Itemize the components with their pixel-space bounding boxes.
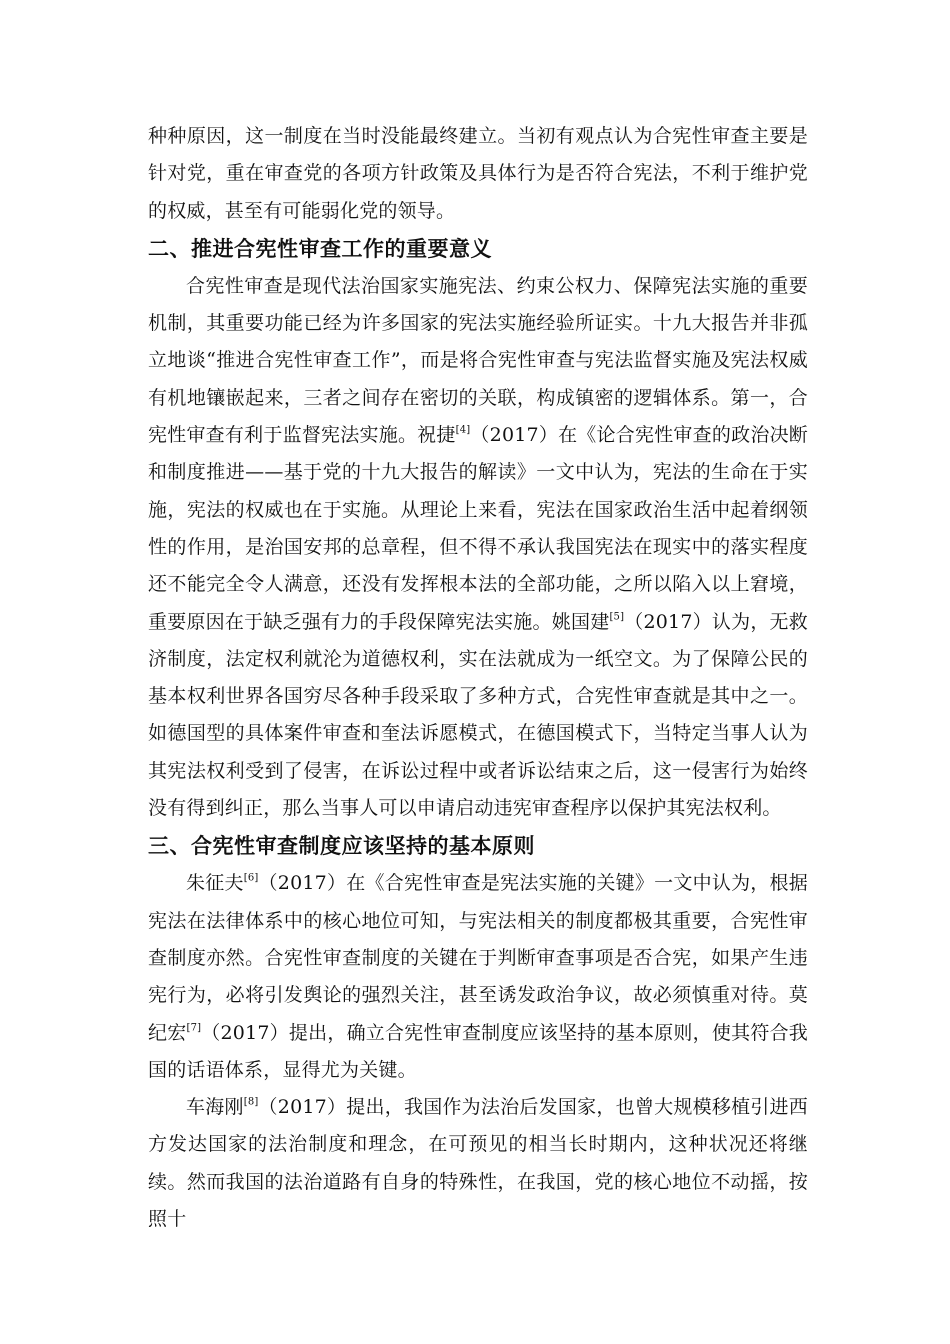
- section-3-p1-text-b: （2017）在《合宪性审查是宪法实施的关键》一文中认为，根据宪法在法律体系中的核心地位可知，与宪法相关的制度都极其重要，合宪性审查制度亦然。合宪性审查制度的关键在于判断审查事项是否合宪，如果产生违宪行为，必将引发舆论的强烈关注，甚至诱发政治争议，故必须慎重对待。莫纪宏: [148, 872, 808, 1044]
- section-3-paragraph-1: [148, 865, 808, 1089]
- section-3-p2-text-b: （2017）提出，我国作为法治后发国家，也曾大规模移植引进西方发达国家的法治制度和理念，在可预见的相当长时期内，这种状况还将继续。然而我国的法治道路有自身的特殊性，在我国，党的核心地位不动摇，按照十: [148, 1096, 808, 1231]
- citation-8[interactable]: [8]: [243, 1096, 259, 1108]
- citation-7[interactable]: [7]: [186, 1022, 202, 1034]
- citation-6[interactable]: [6]: [243, 872, 259, 884]
- section-3-heading: 三、合宪性审查制度应该坚持的基本原则: [148, 834, 535, 859]
- section-3-paragraph-2: [148, 1089, 808, 1238]
- section-3-p2-text-a: 车海刚: [186, 1096, 244, 1119]
- section-2-text-a: 合宪性审查是现代法治国家实施宪法、约束公权力、保障宪法实施的重要机制，其重要功能已经为许多国家的宪法实施经验所证实。十九大报告并非孤立地谈“推进合宪性审查工作”，而是将合宪性审查与宪法监督实施及宪法权威有机地镶嵌起来，三者之间存在密切的关联，构成镇密的逻辑体系。第一，合宪性审查有利于监督宪法实施。祝捷: [148, 274, 808, 447]
- intro-paragraph: 种种原因，这一制度在当时没能最终建立。当初有观点认为合宪性审查主要是针对党，重在审查党的各项方针政策及具体行为是否符合宪法，不利于维护党的权威，甚至有可能弱化党的领导。: [148, 125, 808, 222]
- citation-5[interactable]: [5]: [609, 611, 625, 623]
- citation-4[interactable]: [4]: [455, 424, 471, 436]
- section-3-p1-text-c: （2017）提出，确立合宪性审查制度应该坚持的基本原则，使其符合我国的话语体系，显得尤为关键。: [148, 1021, 808, 1081]
- section-3-p1-text-a: 朱征夫: [186, 872, 244, 895]
- text-column: [148, 118, 808, 1238]
- section-2-text-b: （2017）在《论合宪性审查的政治决断和制度推进——基于党的十九大报告的解读》一文中认为，宪法的生命在于实施，宪法的权威也在于实施。从理论上来看，宪法在国家政治生活中起着纲领性的作用，是治国安邦的总章程，但不得不承认我国宪法在现实中的落实程度还不能完全令人满意，还没有发挥根本法的全部功能，之所以陷入以上窘境，重要原因在于缺乏强有力的手段保障宪法实施。姚国建: [148, 424, 808, 633]
- section-2-paragraph: [148, 268, 808, 827]
- section-2-text-c: （2017）认为，无救济制度，法定权利就沦为道德权利，实在法就成为一纸空文。为了保障公民的基本权利世界各国穷尽各种手段采取了多种方式，合宪性审查就是其中之一。如德国型的具体案件审查和奎法诉愿模式，在德国模式下，当特定当事人认为其宪法权利受到了侵害，在诉讼过程中或者诉讼结束之后，这一侵害行为始终没有得到纠正，那么当事人可以申请启动违宪审查程序以保护其宪法权利。: [148, 610, 808, 820]
- section-2-heading: 二、推进合宪性审查工作的重要意义: [148, 236, 492, 261]
